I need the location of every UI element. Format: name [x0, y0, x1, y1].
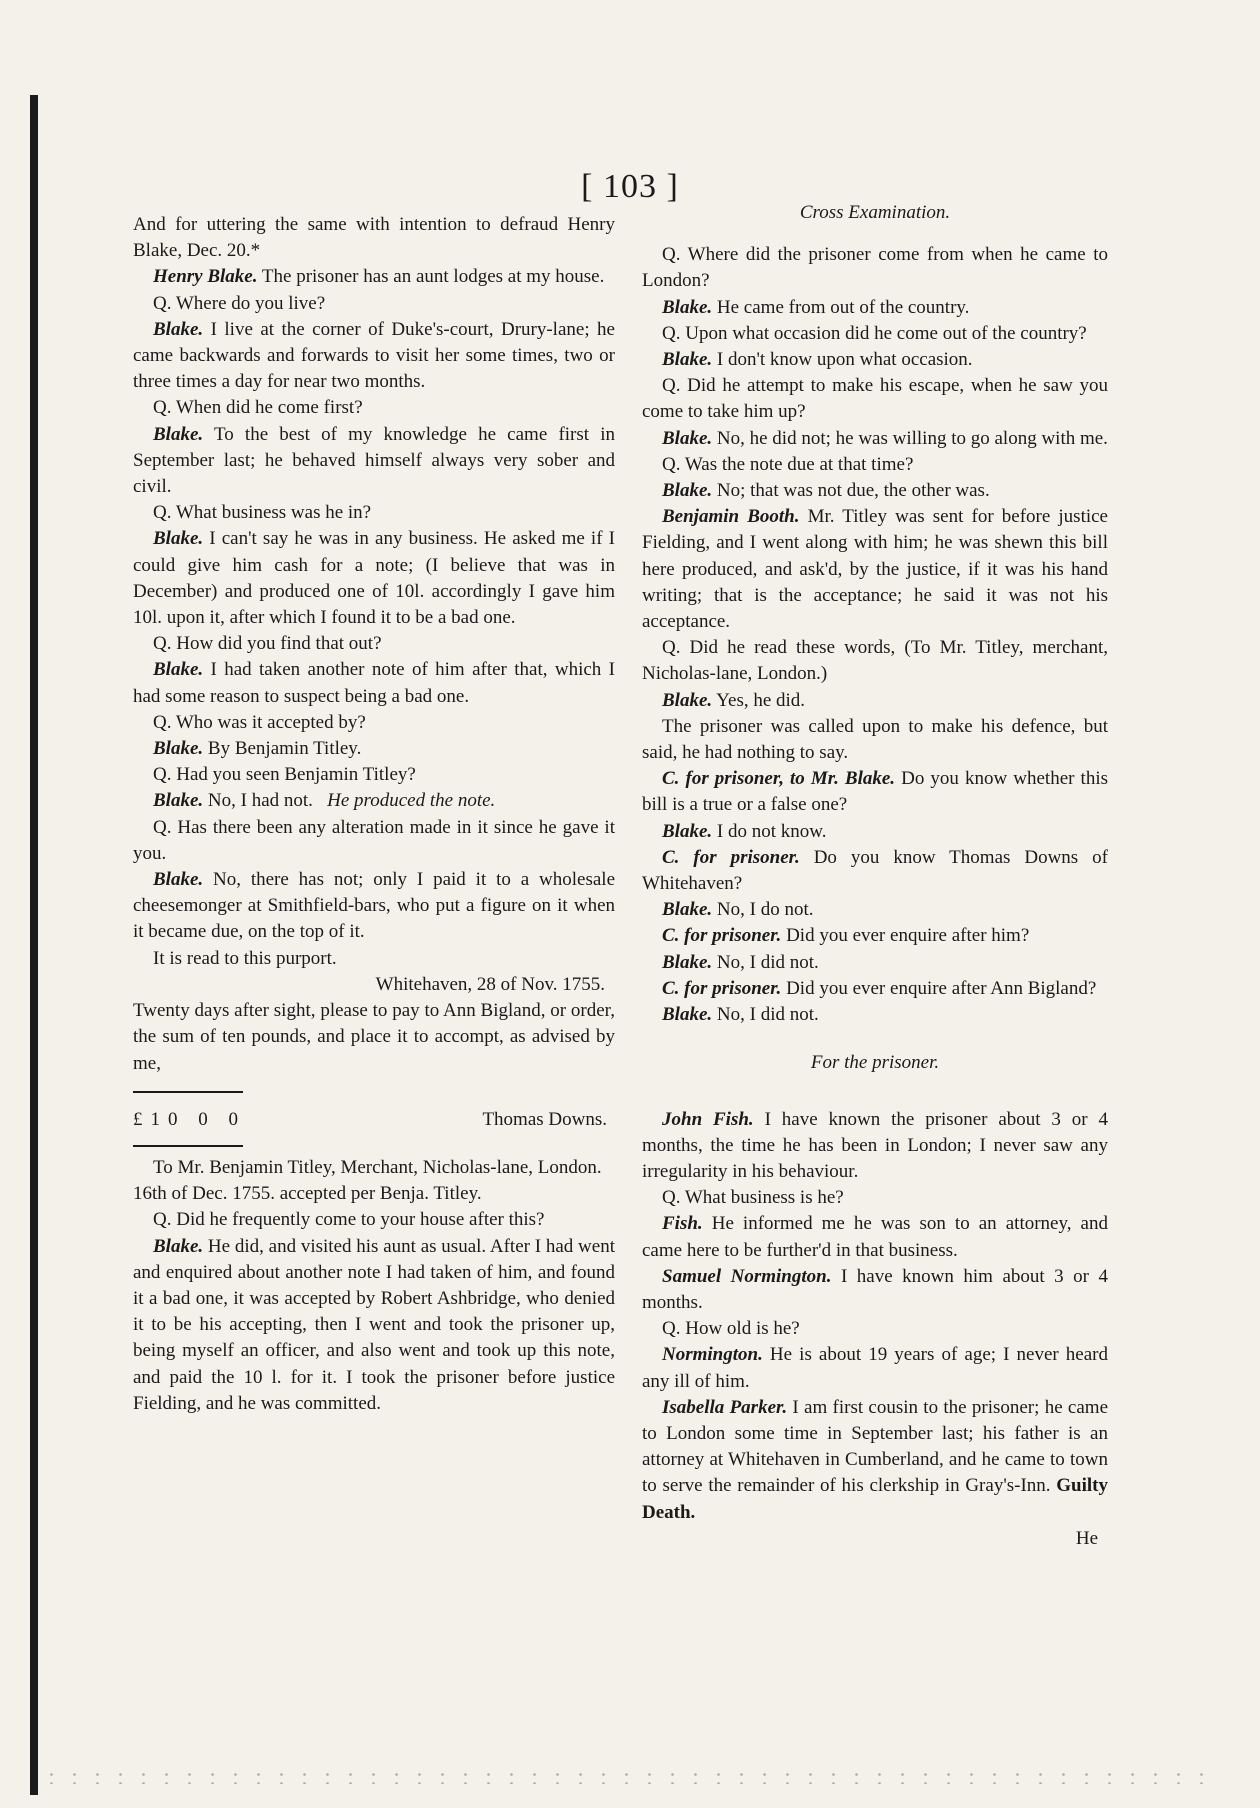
- question: Q. What business is he?: [662, 1187, 844, 1209]
- testimony: I live at the corner of Duke's-court, Drury-lane; he came backwards and forwards to visit her some times, two or three times a day for near two months.: [133, 318, 615, 393]
- testimony: No; that was not due, the other was.: [712, 480, 990, 502]
- question: Q. Who was it accepted by?: [153, 711, 366, 733]
- testimony: He came from out of the country.: [712, 296, 970, 318]
- question: Q. Where did the prisoner come from when he came to London?: [642, 244, 1108, 292]
- note-address: To Mr. Benjamin Titley, Merchant, Nicholas-lane, London.: [153, 1156, 602, 1178]
- paragraph: [133, 736, 615, 762]
- testimony: He is about 19 years of age; I never heard any ill of him.: [642, 1344, 1108, 1392]
- right-column: [642, 200, 1108, 1552]
- question: Q. Did he frequently come to your house after this?: [153, 1209, 545, 1231]
- speaker: Blake.: [153, 790, 204, 812]
- paragraph: [642, 1002, 1108, 1028]
- paragraph: [642, 295, 1108, 321]
- paragraph: [133, 317, 615, 396]
- paragraph: [642, 923, 1108, 949]
- testimony: The prisoner has an aunt lodges at my house.: [257, 266, 605, 288]
- divider: [133, 1091, 243, 1093]
- testimony: Do you know Thomas Downs of Whitehaven?: [642, 846, 1108, 895]
- note-acceptance: 16th of Dec. 1755. accepted per Benja. Titley.: [133, 1183, 482, 1205]
- paragraph: [642, 766, 1108, 818]
- question: Q. What business was he in?: [153, 502, 372, 524]
- testimony: No, I did not.: [712, 1004, 819, 1026]
- question: Q. Had you seen Benjamin Titley?: [153, 764, 416, 786]
- testimony: I have known him about 3 or 4 months.: [642, 1265, 1108, 1313]
- speaker: Blake.: [153, 318, 204, 340]
- paragraph: [642, 1211, 1108, 1263]
- testimony: I had taken another note of him after that, which I had some reason to suspect being a bad one.: [133, 659, 615, 707]
- paragraph: [133, 526, 615, 631]
- paragraph: [133, 788, 615, 814]
- speaker: Isabella Parker.: [662, 1396, 788, 1418]
- paragraph: [133, 1234, 615, 1417]
- speaker: Blake.: [153, 738, 204, 760]
- paragraph: [642, 950, 1108, 976]
- question: Q. When did he come first?: [153, 397, 363, 419]
- question: Q. Upon what occasion did he come out of the country?: [662, 322, 1087, 344]
- note-date: Whitehaven, 28 of Nov. 1755.: [375, 973, 605, 995]
- testimony: I am first cousin to the prisoner; he came to London some time in September last; his father is an attorney at Whitehaven in Cumberland, and he came to town to serve the remainder of his clerkship in Gray's-Inn.: [642, 1396, 1109, 1497]
- testimony: To the best of my knowledge he came first in September last; he behaved himself always very sober and civil.: [133, 423, 615, 498]
- amount: £10 0 0: [133, 1108, 246, 1130]
- question: Q. Where do you live?: [153, 292, 326, 314]
- speaker: Blake.: [662, 296, 713, 318]
- verdict: Guilty Death.: [642, 1475, 1109, 1523]
- testimony: I can't say he was in any business. He asked me if I could give him cash for a note; (I believe that was in December) and produced one of 10l. accordingly I gave him 10l. upon it, after which I found it to be a bad one.: [133, 528, 615, 629]
- speaker: C. for prisoner.: [662, 977, 782, 999]
- speaker: Blake.: [662, 899, 713, 921]
- testimony: I don't know upon what occasion.: [712, 349, 973, 371]
- question: Q. Did he read these words, (To Mr. Titley, merchant, Nicholas-lane, London.): [642, 637, 1108, 685]
- question: Q. Was the note due at that time?: [662, 453, 914, 475]
- testimony: No, I did not.: [712, 951, 819, 973]
- speaker: Blake.: [662, 427, 713, 449]
- left-column: [133, 212, 615, 1417]
- speaker: Blake.: [662, 1004, 713, 1026]
- speaker: Blake.: [153, 423, 204, 445]
- paragraph: [642, 819, 1108, 845]
- paragraph: [642, 347, 1108, 373]
- scan-noise: [40, 1770, 1220, 1784]
- testimony: Mr. Titley was sent for before justice Fielding, and I went along with him; he was shewn this bill here produced, and ask'd, by the justice, if it was his hand writing; that is the acceptance; he said it was not his acceptance.: [642, 506, 1108, 633]
- divider: [133, 1145, 243, 1147]
- testimony: He did, and visited his aunt as usual. After I had went and enquired about another note I had taken of him, and found it a bad one, it was accepted by Robert Ashbridge, who denied it to be his accepting, then I went and took the prisoner up, being myself an officer, and also went and took up this note, and paid the 10 l. for it. I took the prisoner before justice Fielding, and he was committed.: [133, 1235, 615, 1414]
- speaker: Blake.: [662, 951, 713, 973]
- testimony: I do not know.: [712, 820, 827, 842]
- page-number: [ 103 ]: [581, 168, 679, 205]
- section-heading: Cross Examination.: [799, 202, 951, 223]
- note-text: Twenty days after sight, please to pay to Ann Bigland, or order, the sum of ten pounds, and place it to accompt, as advised by me,: [133, 1000, 615, 1074]
- speaker: Blake.: [662, 689, 713, 711]
- paragraph: [642, 478, 1108, 504]
- speaker: C. for prisoner.: [662, 925, 782, 947]
- testimony: No, I had not.: [203, 790, 313, 812]
- question: Q. How did you find that out?: [153, 633, 382, 655]
- paragraph: [642, 426, 1108, 452]
- question: Q. Did he attempt to make his escape, when he saw you come to take him up?: [642, 375, 1108, 423]
- speaker: Blake.: [662, 820, 713, 842]
- paragraph: [642, 976, 1108, 1002]
- paragraph: [642, 1342, 1108, 1394]
- speaker: Blake.: [153, 869, 204, 891]
- testimony: No, he did not; he was willing to go along with me.: [712, 427, 1108, 449]
- amount-row: [133, 1107, 615, 1133]
- paragraph: [642, 504, 1108, 635]
- testimony: He informed me he was son to an attorney, and came here to be further'd in that business.: [642, 1213, 1108, 1261]
- paragraph: [642, 1107, 1108, 1186]
- testimony: No, I do not.: [712, 899, 814, 921]
- speaker: Henry Blake.: [153, 266, 258, 288]
- speaker: Blake.: [153, 1235, 204, 1257]
- note-aside: He produced the note.: [327, 790, 496, 812]
- paragraph: [642, 688, 1108, 714]
- paragraph: [133, 657, 615, 709]
- question: Q. How old is he?: [662, 1318, 800, 1340]
- speaker: Blake.: [153, 659, 204, 681]
- speaker: Normington.: [662, 1344, 763, 1366]
- testimony: Did you ever enquire after Ann Bigland?: [781, 977, 1097, 999]
- speaker: Fish.: [662, 1213, 703, 1235]
- speaker: Blake.: [153, 528, 204, 550]
- binding-edge: [30, 95, 38, 1795]
- paragraph: [133, 422, 615, 501]
- section-heading: For the prisoner.: [810, 1052, 940, 1074]
- speaker: Blake.: [662, 349, 713, 371]
- speaker: Samuel Normington.: [662, 1265, 832, 1287]
- testimony: I have known the prisoner about 3 or 4 months, the time he has been in London; I never saw any irregularity in his behaviour.: [642, 1108, 1109, 1182]
- paragraph: It is read to this purport.: [153, 947, 337, 969]
- speaker: C. for prisoner, to Mr. Blake.: [662, 768, 896, 790]
- testimony: Yes, he did.: [712, 689, 806, 711]
- question: Q. Has there been any alteration made in it since he gave it you.: [133, 816, 615, 864]
- paragraph: And for uttering the same with intention to defraud Henry Blake, Dec. 20.*: [133, 214, 615, 262]
- speaker: Blake.: [662, 480, 713, 502]
- testimony: Did you ever enquire after him?: [781, 925, 1030, 947]
- paragraph: [642, 1264, 1108, 1316]
- paragraph: [642, 1395, 1108, 1526]
- speaker: John Fish.: [662, 1108, 754, 1130]
- paragraph: The prisoner was called upon to make his defence, but said, he had nothing to say.: [642, 715, 1108, 764]
- speaker: Benjamin Booth.: [662, 506, 800, 528]
- speaker: C. for prisoner.: [662, 846, 800, 868]
- paragraph: [133, 264, 615, 290]
- paragraph: [642, 897, 1108, 923]
- testimony: No, there has not; only I paid it to a wholesale cheesemonger at Smithfield-bars, who put a figure on it when it became due, on the top of it.: [133, 869, 615, 943]
- paragraph: [642, 845, 1108, 897]
- catchword: He: [1075, 1527, 1098, 1549]
- paragraph: [133, 867, 615, 946]
- testimony: Do you know whether this bill is a true or a false one?: [642, 768, 1108, 816]
- testimony: By Benjamin Titley.: [203, 738, 362, 760]
- signer: Thomas Downs.: [482, 1108, 607, 1130]
